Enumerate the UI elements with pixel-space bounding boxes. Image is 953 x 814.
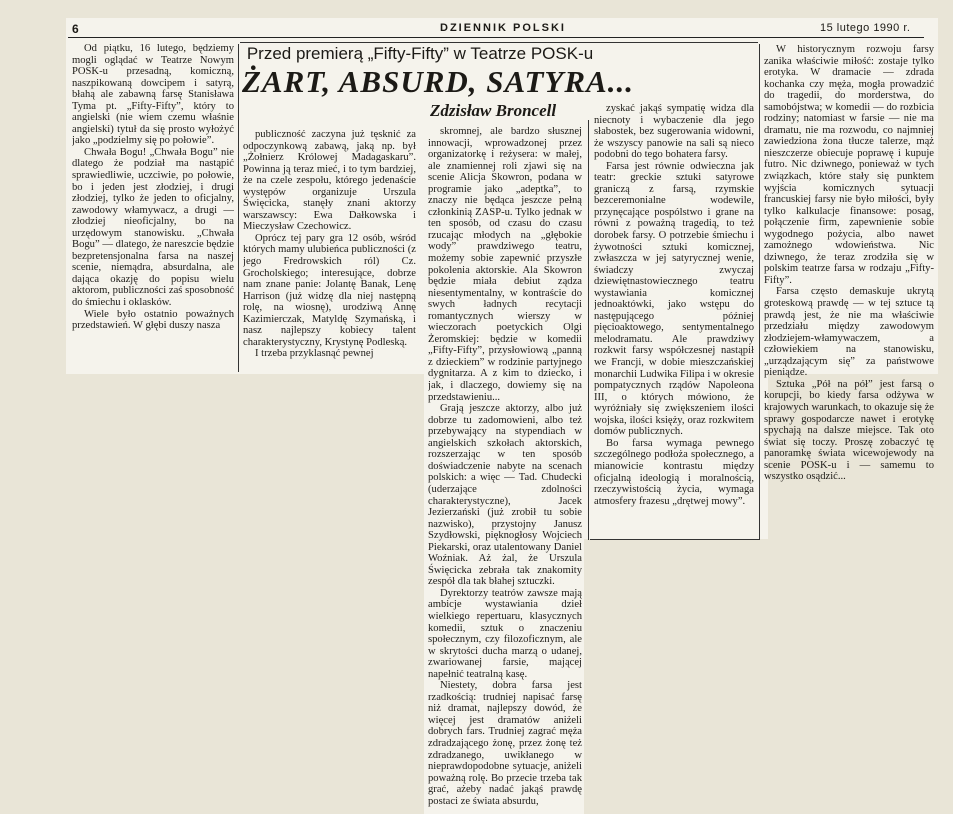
paragraph: Od piątku, 16 lutego, będziemy mogli oglądać w Teatrze Nowym POSK-u przesadną, komiczną, naszpikowaną dowcipem i satyrą, błahą ale zabawną farsę Stanisława Tyma pt. „Fifty-Fifty”, który to angielski (nie wiem czemu właśnie angielski) tytuł da się prosto wyłożyć jako „podzielmy się po połowie”. bbox=[72, 43, 234, 147]
box-rule-mid bbox=[590, 539, 760, 540]
paragraph: Oprócz tej pary gra 12 osób, wśród których mamy ulubieńca publiczności (z jego Fredrowskich ról) Cz. Grocholskiego; interesujące, dobrze nam znane panie: Jolantę Banak, Lenę Harrison (już widzę dla niej następną rolę, na wiosnę), urodziwą Annę Kazimierczak, Matyldę Szymańską, i nasz najlepszy kobiecy talent charakterystyczny, Krystynę Podleską. bbox=[243, 232, 416, 348]
paragraph: Farsa jest równie odwieczna jak teatr: greckie sztuki satyrowe graniczą z farsą, rzymskie bezceremonialne wodewile, przynęcające pospólstwo i grane na równi z poważną tragedią, to też dorobek farsy. O potrzebie śmiechu i żywotności sztuki komicznej, zwłaszcza w jej satyrycznej wenie, świadczy zwyczaj dziewiętnastowiecznego teatru wystawiania komicznej jednoaktówki, jako wstępu do następującego później pięcioaktowego, sentymentalnego melodramatu. Ale prawdziwy rozkwit farsy współczesnej nastąpił we Francji, w dobie mieszczańskiej monarchii Ludwika Filipa i w okresie pompatycznych rządów Napoleona III, o których mówiono, że wyróżniały się zwiększeniem ilości wojska, ilości księży, oraz rozkwitem domów publicznych. bbox=[594, 160, 754, 438]
box-rule-top bbox=[240, 42, 758, 43]
issue-date: 15 lutego 1990 r. bbox=[820, 22, 911, 34]
column-rule-1 bbox=[238, 44, 239, 372]
paragraph: Grają jeszcze aktorzy, albo już dobrze tu zadomowieni, albo też przebywający na stypendiach w angielskich szkołach aktorskich, rozszerzając w ten sposób doświadczenie nabyte na scenach polskich: a więc — Tad. Chudecki (uderzające zdolności charakterystyczne), Jacek Jezierzański (już zrobił tu sobie nazwisko), przystojny Janusz Szydłowski, pięknogłosy Wojciech Piekarski, oraz utalentowany Daniel Woźniak. Aż żal, że Urszula Święcicka zebrała tak znakomity zespół dla tak błahej sztuczki. bbox=[428, 403, 582, 588]
paragraph: Farsa często demaskuje ukrytą groteskową prawdę — w tej sztuce tą prawdą jest, że nie ma właściwie przedziału między zawodowym złodziejem-włamywaczem, a człowiekiem na stanowisku, „urządzającym się” za państwowe pieniądze. bbox=[764, 286, 934, 379]
paragraph: skromnej, ale bardzo słusznej innowacji, wprowadzonej przez organizatorkę i reżysera: w małej, ale znamiennej roli zjawi się na scenie Alicja Skowron, podana w programie jako „adeptka”, to znaczy nie będąca jeszcze pełną członkinią ZASP-u. Tylko jednak w ten sposób, od czasu do czasu rzucając młodych na „głębokie wody” prawdziwego teatru, możemy sobie zapewnić przyszłe pokolenia aktorskie. Ala Skowron będzie miała debiut ządza niesentymentalny, w kontraście do swych ładnych recytacji romantycznych wierszy w wieczorach poetyckich Olgi Żeromskiej: będzie w komedii „Fifty-Fifty”, przysłowiową „panną z dzieckiem” w rodzinie partyjnego dygnitarza. A z kim to dziecko, i jak, i dlaczego, dowiemy się na przedstawieniu... bbox=[428, 126, 582, 403]
article-author: Zdzisław Broncell bbox=[430, 101, 557, 120]
column-2 bbox=[243, 129, 416, 373]
paragraph: Bo farsa wymaga pewnego szczególnego podłoża społecznego, a mianowicie kontrastu między oficjalną ideologią i moralnością, rzeczywistością życia, wymaga atmosfery frazesu „drętwej mowy”. bbox=[594, 437, 754, 507]
paragraph: Wiele było ostatnio poważnych przedstawień. W głębi duszy nasza bbox=[72, 308, 234, 332]
article-headline: ŻART, ABSURD, SATYRA... bbox=[242, 64, 634, 99]
article-kicker: Przed premierą „Fifty-Fifty” w Teatrze POSK-u bbox=[246, 44, 594, 63]
paragraph: Chwała Bogu! „Chwała Bogu” nie dlatego że podział ma nastąpić sprawiedliwie, uczciwie, po połowie, bo i jeden jest złodziej, i drugi złodziej, tylko że jeden to oficjalny, zawodowy włamywacz, a drugi — złodziej nieoficjalny, bo na urzędowym stanowisku. „Chwała Bogu” — dlatego, że nareszcie będzie bezpretensjonalna farsa na naszej scenie, niemądra, absurdalna, ale dająca okazję do popisu wielu aktorom, publiczności zaś sposobność do śmiechu i oklasków. bbox=[72, 146, 234, 309]
column-3 bbox=[428, 126, 582, 812]
column-4 bbox=[594, 103, 754, 537]
paragraph: Niestety, dobra farsa jest rzadkością: trudniej napisać farsę niż dramat, najlepszy dowód, że więcej jest dramatów aniżeli dobrych fars. Trudniej zagrać męża zdradzającego żonę, przez żonę też zdradzanego, uwikłanego w nieprawdopodobne sytuacje, aniżeli poważną rolę. Bo przecie trzeba tak grać, ażeby nadać jakąś prawdę postaci ze świata absurdu, bbox=[428, 680, 582, 807]
paragraph: publiczność zaczyna już tęsknić za odpoczynkową zabawą, jaką np. był „Żołnierz Królowej Madagaskaru”. Powinna ją teraz mieć, i to tym bardziej, że na czele zespołu, którego jedenaście występów organizuje Urszula Święcicka, stanęły znani aktorzy warszawscy: Ewa Dałkowska i Mieczysław Czechowicz. bbox=[243, 129, 416, 233]
column-rule-4 bbox=[759, 44, 760, 539]
paragraph: Dyrektorzy teatrów zawsze mają ambicje wystawiania dzieł wielkiego repertuaru, klasycznych komedii, sztuk o znaczeniu społecznym, czy filozoficznym, ale w skrytości ducha marzą o udanej, zwariowanej farsie, mającej napełnić teatralną kasę. bbox=[428, 587, 582, 680]
paragraph: W historycznym rozwoju farsy zanika właściwie miłość: zostaje tylko erotyka. W dramacie — zdrada kochanka czy męża, mogła prowadzić do tragedii, do morderstwa, do samobójstwa; w komedii — do rozbicia rodziny; natomiast w farsie — nie ma dramatu, nie ma rozwodu, co najmniej zawiedziona żona tłucze talerze, mąż nieszczerze obiecuje poprawę i kupuje futro. Nic dziwnego, ponieważ w tych związkach, które stały się punktem wyjścia komicznych sytuacji francuskiej farsy nie było miłości, były tylko kalkulacje finansowe: posag, połączenie firm, zapewnienie sobie wygodnego pożycia, albo nawet zamożnego wdowieństwa. Nic dziwnego, że teraz zrodziła się w polskim teatrze farsa w rodzaju „Fifty-Fifty”. bbox=[764, 44, 934, 286]
page-number: 6 bbox=[72, 22, 80, 36]
column-1 bbox=[72, 43, 234, 373]
paragraph: I trzeba przyklasnąć pewnej bbox=[255, 348, 374, 360]
header-rule bbox=[68, 37, 924, 38]
column-rule-3 bbox=[588, 120, 589, 540]
column-5 bbox=[764, 44, 934, 540]
paragraph: Sztuka „Pół na pół” jest farsą o korupcji, bo kiedy farsa odżywa w krajowych warunkach, to okazuje się że sprawy gospodarcze nawet i erotykę spychają na dalsze miejsce. Tak oto świat się toczy. Proszę zobaczyć tę panoramkę świata wicewojewody na scenie POSK-u i — samemu to wszystko osądzić... bbox=[764, 378, 934, 483]
newspaper-name: DZIENNIK POLSKI bbox=[440, 22, 566, 34]
paragraph: zyskać jakąś sympatię widza dla niecnoty i wybaczenie dla jego słabostek, bez sugerowania widowni, że wszyscy panowie na sali są nieco podobni do tego bohatera farsy. bbox=[594, 103, 754, 161]
